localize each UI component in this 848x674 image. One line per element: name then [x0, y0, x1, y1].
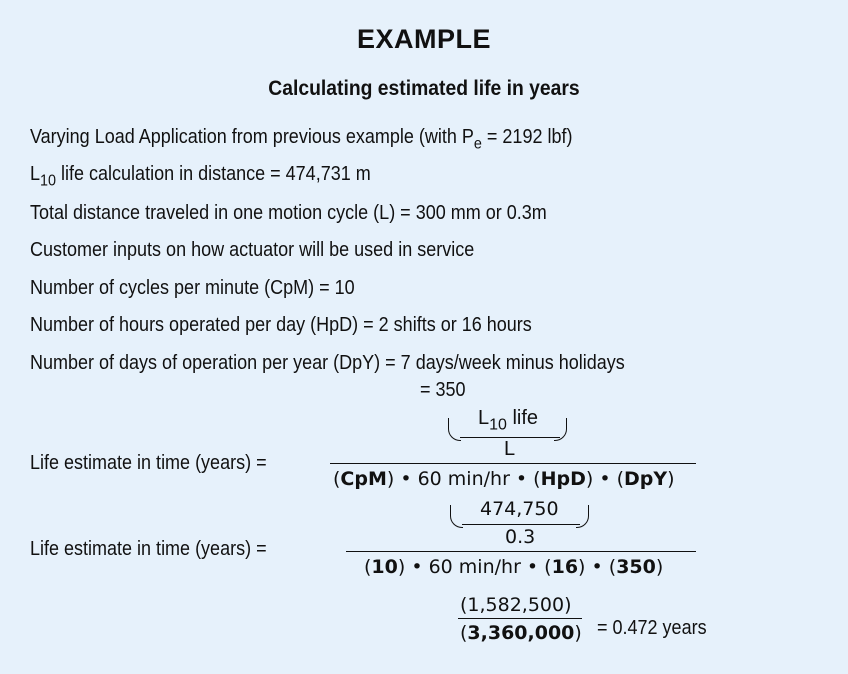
example-subtitle: Calculating estimated life in years — [268, 77, 580, 100]
formula2-denominator: (10) • 60 min/hr • (16) • (350) — [364, 556, 664, 578]
line-customer-inputs: Customer inputs on how actuator will be used in service — [30, 239, 475, 261]
formula1-main-fraction-bar — [330, 463, 696, 464]
formula1-label: Life estimate in time (years) = — [30, 452, 267, 474]
example-title: EXAMPLE — [356, 24, 492, 54]
line-l10-distance: $L_{10}$ life calculation in distance = 474,731 m — [30, 163, 371, 190]
formula2-inner-fraction-bar — [462, 524, 580, 525]
line-total-distance: Total distance traveled in one motion cycle (L) = 300 mm or 0.3m — [30, 202, 547, 224]
formula1-numerator-bottom: L — [504, 438, 516, 460]
formula2-main-fraction-bar — [346, 551, 696, 552]
formula2-label: Life estimate in time (years) = — [30, 538, 267, 560]
formula2-numerator-top: 474,750 — [480, 498, 559, 520]
formula1-denominator: (CpM) • 60 min/hr • (HpD) • (DpY) — [333, 468, 675, 490]
result-fraction-bar — [458, 618, 582, 619]
line-days-value: = 350 — [420, 379, 466, 401]
line-days-per-year: Number of days of operation per year (DpY) = 7 days/week minus holidays — [30, 352, 625, 374]
result-denominator: (3,360,000) — [460, 622, 582, 644]
line-varying-load: Varying Load Application from previous example (with $P_e = 2192$ lbf) — [30, 126, 573, 153]
result-numerator: (1,582,500) — [460, 594, 572, 616]
formula2-numerator-bottom: 0.3 — [505, 526, 536, 548]
result-answer: = 0.472 years — [597, 617, 707, 639]
line-hours-per-day: Number of hours operated per day (HpD) = 2 shifts or 16 hours — [30, 314, 532, 336]
line-cycles-per-minute: Number of cycles per minute (CpM) = 10 — [30, 277, 355, 299]
formula1-numerator-top: $L_{10}$ life — [478, 407, 539, 434]
